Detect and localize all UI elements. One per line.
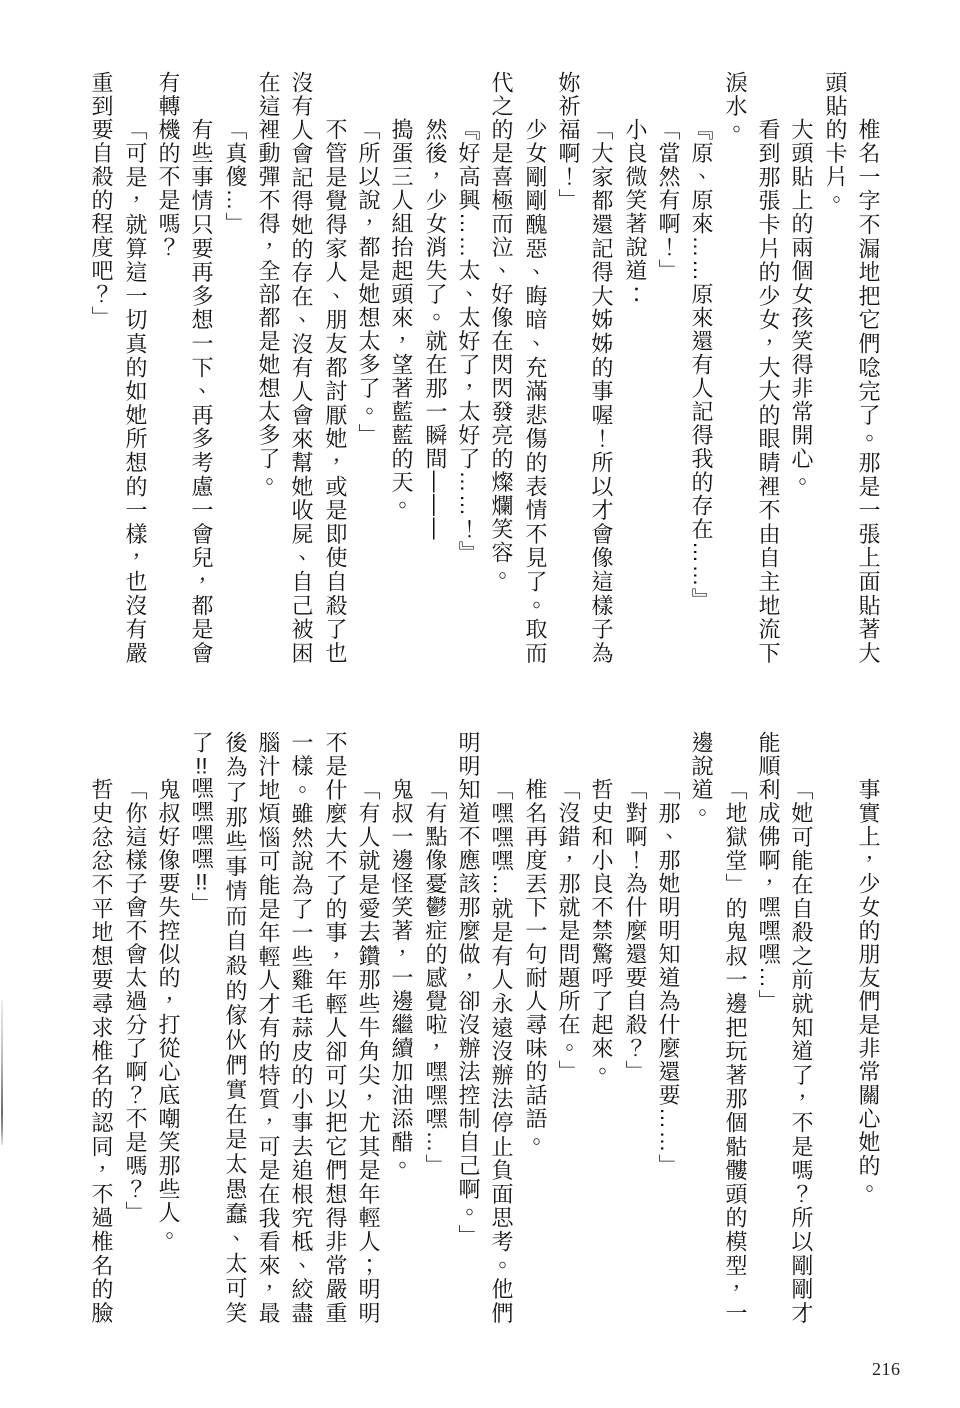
top-tier-column: 『原、原來……原來還有人記得我的存在……』 — [689, 118, 714, 612]
top-tier-column: 沒有人會記得她的存在、沒有人會來幫她收屍、自己被困 — [289, 71, 314, 665]
bottom-tier-column: 事實上，少女的朋友們是非常關心她的。 — [856, 778, 881, 1201]
bottom-tier-column: 邊說道。 — [689, 731, 714, 825]
bottom-tier-column: 鬼叔一邊怪笑著，一邊繼續加油添醋。 — [389, 778, 414, 1178]
top-tier-column: 然後，少女消失了。就在那一瞬間——— — [423, 118, 448, 541]
bottom-tier-column: 「你這樣子會不會太過分了啊？不是嗎？」 — [123, 778, 148, 1225]
top-tier-column: 在這裡動彈不得，全部都是她想太多了。 — [256, 71, 281, 494]
bottom-tier-column: 鬼叔好像要失控似的，打從心底嘲笑那些人。 — [156, 778, 181, 1248]
bottom-tier-column: 「地獄堂」的鬼叔一邊把玩著那個骷髏頭的模型，一 — [723, 778, 748, 1325]
bottom-tier-text-block — [0, 731, 960, 1325]
top-tier-column: 大頭貼上的兩個女孩笑得非常開心。 — [789, 118, 814, 494]
top-tier-column: 少女剛剛醜惡、晦暗、充滿悲傷的表情不見了。取而 — [523, 118, 548, 665]
bottom-tier-column: 不是什麼大不了的事，年輕人卻可以把它們想得非常嚴重 — [323, 731, 348, 1325]
top-tier-column: 淚水。 — [723, 71, 748, 142]
bottom-tier-column: 「對啊！為什麼還要自殺？」 — [623, 778, 648, 1084]
bottom-tier-column: 後為了那些事情而自殺的傢伙們實在是太愚蠢、太可笑 — [223, 731, 248, 1325]
bottom-tier-column: 明明知道不應該那麼做，卻沒辦法控制自己啊。」 — [456, 731, 481, 1248]
top-tier-column: 「可是，就算這一切真的如她所想的一樣，也沒有嚴 — [123, 118, 148, 665]
bottom-tier-column: 「那、那她明明知道為什麼還要……」 — [656, 778, 681, 1178]
top-tier-column: 不管是覺得家人、朋友都討厭她，或是即使自殺了也 — [323, 118, 348, 665]
top-tier-text-block — [0, 71, 960, 665]
bottom-tier-column: 哲史和小良不禁驚呼了起來。 — [589, 778, 614, 1084]
top-tier-column: 有些事情只要再多想一下、再多考慮一會兒，都是會 — [189, 118, 214, 665]
bottom-tier-column: 「沒錯，那就是問題所在。」 — [556, 778, 581, 1084]
top-tier-column: 小良微笑著說道： — [623, 118, 648, 306]
bottom-tier-column: 「有人就是愛去鑽那些牛角尖，尤其是年輕人；明明 — [356, 778, 381, 1325]
bottom-tier-column: 一樣。雖然說為了一些雞毛蒜皮的小事去追根究柢、絞盡 — [289, 731, 314, 1325]
top-tier-column: 「所以說，都是她想太多了。」 — [356, 118, 381, 447]
bottom-tier-column: 「嘿嘿嘿…就是有人永遠沒辦法停止負面思考。他們 — [489, 778, 514, 1325]
bottom-tier-column: 「她可能在自殺之前就知道了，不是嗎？所以剛剛才 — [789, 778, 814, 1325]
top-tier-column: 椎名一字不漏地把它們唸完了。那是一張上面貼著大 — [856, 118, 881, 665]
top-tier-column: 「真傻…」 — [223, 118, 248, 236]
bottom-tier-column: 「有點像憂鬱症的感覺啦，嘿嘿嘿…」 — [423, 778, 448, 1178]
top-tier-column: 頭貼的卡片。 — [823, 71, 848, 212]
bottom-tier-column: 椎名再度丟下一句耐人尋味的話語。 — [523, 778, 548, 1154]
bottom-tier-column: 哲史忿忿不平地想要尋求椎名的認同，不過椎名的臉 — [89, 778, 114, 1325]
top-tier-column: 「大家都還記得大姊姊的事喔！所以才會像這樣子為 — [589, 118, 614, 665]
bottom-tier-column: 了!!嘿嘿嘿嘿!!」 — [189, 731, 214, 916]
top-tier-column: 『好高興……太、太好了，太好了……！』 — [456, 118, 481, 565]
top-tier-column: 「當然有啊！」 — [656, 118, 681, 283]
scan-edge-mark — [1, 1000, 3, 1145]
top-tier-column: 代之的是喜極而泣、好像在閃閃發亮的燦爛笑容。 — [489, 71, 514, 588]
top-tier-column: 重到要自殺的程度吧？」 — [89, 71, 114, 330]
top-tier-column: 看到那張卡片的少女，大大的眼睛裡不由自主地流下 — [756, 118, 781, 665]
top-tier-column: 有轉機的不是嗎？ — [156, 71, 181, 259]
page-number: 216 — [872, 1359, 901, 1379]
bottom-tier-column: 能順利成佛啊，嘿嘿嘿…」 — [756, 731, 781, 1013]
bottom-tier-column: 腦汁地煩惱可能是年輕人才有的特質，可是在我看來，最 — [256, 731, 281, 1325]
top-tier-column: 搗蛋三人組抬起頭來，望著藍藍的天。 — [389, 118, 414, 518]
top-tier-column: 妳祈福啊！」 — [556, 71, 581, 212]
